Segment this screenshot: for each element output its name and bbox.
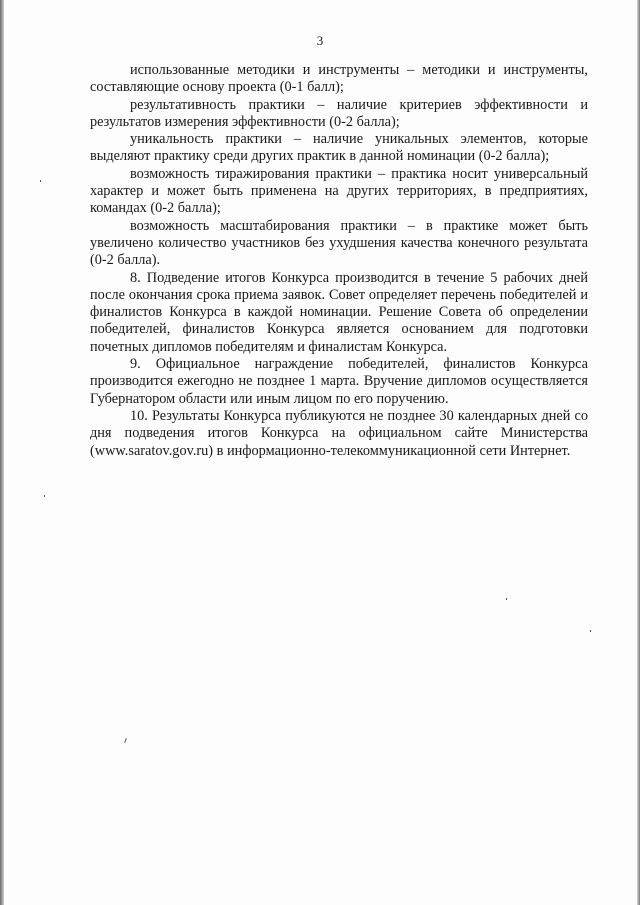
paragraph-9-award: 9. Официальное награждение победителей, финалистов Конкурса производится ежегодно не позднее 1 марта. Вручение дипломов осуществляется Губернатором области или иным лицом по его поручению. bbox=[90, 356, 588, 407]
paragraph-8-results: 8. Подведение итогов Конкурса производится в течение 5 рабочих дней после окончания срока приема заявок. Совет определяет перечень победителей и финалистов Конкурса в каждой номинации. Решение Совета об определении победителей, финалистов Конкурса является основанием для подготовки почетных дипломов победителям и финалистам Конкурса. bbox=[90, 269, 588, 355]
paragraph-replication: возможность тиражирования практики – практика носит универсальный характер и может быть применена на других территориях, в предприятиях, командах (0-2 балла); bbox=[90, 165, 588, 217]
paragraph-uniqueness: уникальность практики – наличие уникальных элементов, которые выделяют практику среди других практик в данной номинации (0-2 балла); bbox=[90, 131, 588, 165]
scan-speck bbox=[506, 598, 507, 600]
scan-speck bbox=[44, 495, 45, 497]
document-body bbox=[90, 62, 588, 460]
paragraph-10-publication: 10. Результаты Конкурса публикуются не позднее 30 календарных дней со дня подведения итогов Конкурса на официальном сайте Министерства (www.saratov.gov.ru) в информационно-телекоммуникационной сети Интернет. bbox=[90, 407, 588, 459]
scan-edge-left bbox=[0, 0, 4, 905]
scan-speck bbox=[40, 180, 41, 182]
scan-speck bbox=[590, 630, 591, 632]
page-number: 3 bbox=[316, 33, 324, 48]
scan-speck bbox=[124, 738, 127, 743]
paragraph-methods: использованные методики и инструменты – методики и инструменты, составляющие основу проекта (0-1 балл); bbox=[90, 62, 588, 96]
paragraph-scaling: возможность масштабирования практики – в практике может быть увеличено количество участников без ухудшения качества конечного результата (0-2 балла). bbox=[90, 217, 588, 269]
paragraph-effectiveness: результативность практики – наличие критериев эффективности и результатов измерения эффективности (0-2 балла); bbox=[90, 96, 588, 130]
